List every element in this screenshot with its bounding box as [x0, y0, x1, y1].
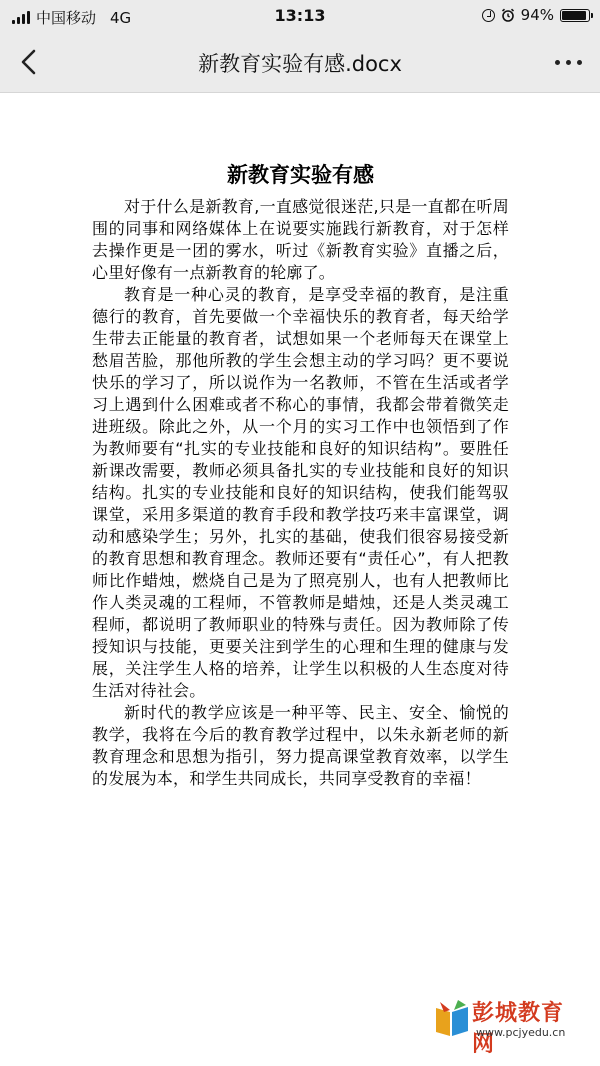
more-dot: [555, 60, 560, 65]
paragraph: 新时代的教学应该是一种平等、民主、安全、愉悦的教学，我将在今后的教育教学过程中，以朱永新老师的新教育理念和思想为指引，努力提高课堂教育效率，以学生的发展为本，和学生共同成长，共同享受教育的幸福！: [92, 703, 509, 788]
watermark-url: www.pcjyedu.cn: [476, 1026, 566, 1039]
status-bar: [0, 0, 600, 32]
battery-fill: [562, 11, 586, 20]
more-dot: [577, 60, 582, 65]
carrier-label: 中国移动: [36, 9, 97, 27]
status-time: 13:13: [274, 6, 326, 25]
alarm-icon: [501, 8, 515, 22]
battery-icon: [560, 9, 590, 22]
document-heading: 新教育实验有感: [227, 163, 374, 187]
watermark-name: 彭城教育网: [472, 1001, 565, 1057]
chevron-left-icon: [14, 46, 46, 78]
more-dot: [566, 60, 571, 65]
paragraph: 教育是一种心灵的教育，是享受幸福的教育，是注重德行的教育，首先要做一个幸福快乐的教育者，每天给学生带去正能量的教育者，试想如果一个老师每天在课堂上愁眉苦脸，那他所教的学生会想主动的学习吗？更不要说快乐的学习了，所以说作为一名教师，不管在生活或者学习上遇到什么困难或者不称心的事情，我都会带着微笑走进班级。除此之外，从一个月的实习工作中也领悟到了作为教师要有“扎实的专业技能和良好的知识结构”。要胜任新课改需要，教师必须具备扎实的专业技能和良好的知识结构。扎实的专业技能和良好的知识结构，使我们能驾驭课堂，采用多渠道的教育手段和教学技巧来丰富课堂，调动和感染学生；另外，扎实的基础，使我们很容易接受新的教育思想和教育理念。教师还要有“责任心”，有人把教师比作蜡烛，燃烧自己是为了照亮别人，也有人把教师比作人类灵魂的工程师，不管教师是蜡烛，还是人类灵魂工程师，都说明了教师职业的特殊与责任。因为教师除了传授知识与技能，更要关注到学生的心理和生理的健康与发展，关注学生人格的培养，让学生以积极的人生态度对待生活对待社会。: [92, 285, 509, 700]
more-button[interactable]: [550, 52, 582, 72]
battery-percent: 94%: [520, 6, 554, 24]
status-right: [482, 6, 590, 24]
document-title: 新教育实验有感.docx: [198, 52, 402, 76]
nav-bar: [0, 32, 600, 93]
network-label: 4G: [110, 8, 132, 27]
document-body: [92, 162, 509, 790]
book-logo-icon: [432, 996, 472, 1040]
back-button[interactable]: [14, 46, 46, 78]
watermark-logo: [432, 996, 584, 1064]
paragraph: 对于什么是新教育,一直感觉很迷茫,只是一直都在听周围的同事和网络媒体上在说要实施践行新教育，对于怎样去操作更是一团的雾水，听过《新教育实验》直播之后，心里好像有一点新教育的轮廓了。: [92, 197, 509, 282]
rotation-lock-icon: [482, 9, 495, 22]
